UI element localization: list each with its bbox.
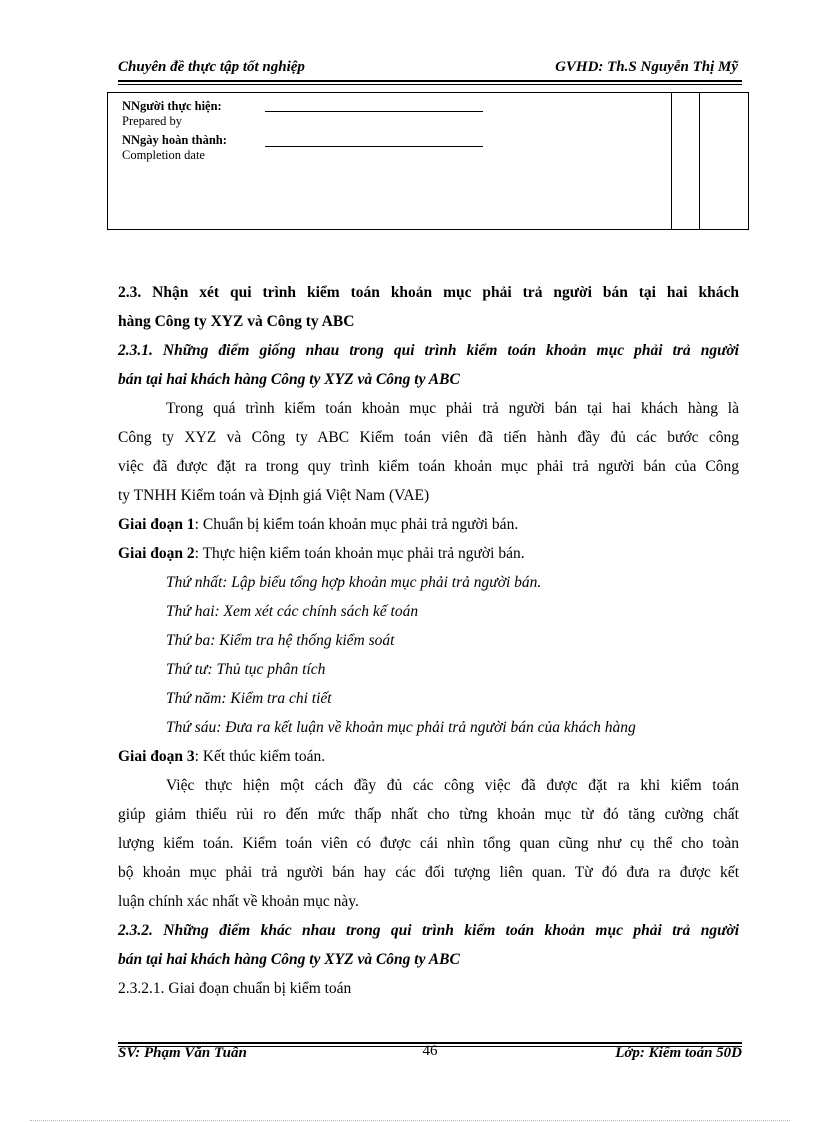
completion-date-line: [265, 146, 483, 147]
paragraph-line: Trong quá trình kiểm toán khoản mục phải trả người bán tại hai khách hàng là: [166, 400, 739, 417]
header-rule-thin: [118, 84, 742, 85]
completion-date-label: NNgày hoàn thành:: [122, 133, 227, 147]
section-2-3-title: 2.3. Nhận xét qui trình kiểm toán khoản mục phải trả người bán tại hai khách: [118, 284, 739, 301]
paragraph-line: luận chính xác nhất về khoản mục này.: [118, 893, 359, 910]
completion-date-en: Completion date: [122, 148, 205, 162]
page-header: [118, 56, 738, 80]
step-item: Thứ nhất: Lập biểu tổng hợp khoản mục phải trả người bán.: [166, 574, 542, 591]
prepared-by-en: Prepared by: [122, 114, 183, 128]
prepared-by-line: [265, 111, 483, 112]
section-2-3-1-title: 2.3.1. Những điểm giống nhau trong qui trình kiểm toán khoản mục phải trả người: [118, 342, 739, 359]
page-edge-dots: [30, 1120, 790, 1121]
step-item: Thứ năm: Kiểm tra chi tiết: [166, 690, 332, 707]
paragraph-line: việc đã được đặt ra trong quy trình kiểm toán khoản mục phải trả người bán của Công: [118, 458, 739, 475]
header-left: Chuyên đề thực tập tốt nghiệp: [118, 59, 305, 75]
section-2-3-2-title-cont: bán tại hai khách hàng Công ty XYZ và Công ty ABC: [118, 951, 460, 968]
footer-class: Lớp: Kiểm toán 50D: [615, 1045, 742, 1061]
stage-3: Giai đoạn 3: Kết thúc kiểm toán.: [118, 748, 326, 765]
table-divider: [671, 93, 672, 229]
document-body: [118, 284, 739, 1024]
step-item: Thứ ba: Kiểm tra hệ thống kiểm soát: [166, 632, 395, 649]
prepared-by-label: NNgười thực hiện:: [122, 99, 222, 113]
step-item: Thứ sáu: Đưa ra kết luận về khoản mục phải trả người bán của khách hàng: [166, 719, 636, 736]
table-divider: [699, 93, 700, 229]
header-rule: [118, 80, 742, 82]
header-right: GVHD: Th.S Nguyễn Thị Mỹ: [555, 59, 738, 75]
signoff-table: [107, 92, 749, 230]
step-item: Thứ tư: Thủ tục phân tích: [166, 661, 326, 678]
subsection-2-3-2-1: 2.3.2.1. Giai đoạn chuẩn bị kiểm toán: [118, 980, 352, 997]
page-number: 46: [422, 1043, 438, 1059]
footer-student: SV: Phạm Văn Tuân: [118, 1045, 247, 1061]
section-2-3-title-cont: hàng Công ty XYZ và Công ty ABC: [118, 313, 355, 330]
paragraph-line: giúp giảm thiểu rủi ro đến mức thấp nhất cho từng khoản mục từ đó tăng cường chất: [118, 806, 739, 823]
step-item: Thứ hai: Xem xét các chính sách kế toán: [166, 603, 419, 620]
section-2-3-2-title: 2.3.2. Những điểm khác nhau trong qui trình kiểm toán khoản mục phải trả người: [118, 922, 739, 939]
paragraph-line: bộ khoản mục phải trả người bán hay các đối tượng liên quan. Từ đó đưa ra được kết: [118, 864, 739, 881]
section-2-3-1-title-cont: bán tại hai khách hàng Công ty XYZ và Công ty ABC: [118, 371, 460, 388]
stage-2: Giai đoạn 2: Thực hiện kiểm toán khoản mục phải trả người bán.: [118, 545, 525, 562]
paragraph-line: lượng kiểm toán. Kiểm toán viên có được cái nhìn tổng quan cũng như cụ thể cho toàn: [118, 835, 739, 852]
paragraph-line: Công ty XYZ và Công ty ABC Kiểm toán viên đã tiến hành đầy đủ các bước công: [118, 429, 739, 446]
paragraph-line: ty TNHH Kiểm toán và Định giá Việt Nam (VAE): [118, 487, 430, 504]
paragraph-line: Việc thực hiện một cách đầy đủ các công việc đã được đặt ra khi kiểm toán: [166, 777, 739, 794]
stage-1: Giai đoạn 1: Chuẩn bị kiểm toán khoản mục phải trả người bán.: [118, 516, 519, 533]
